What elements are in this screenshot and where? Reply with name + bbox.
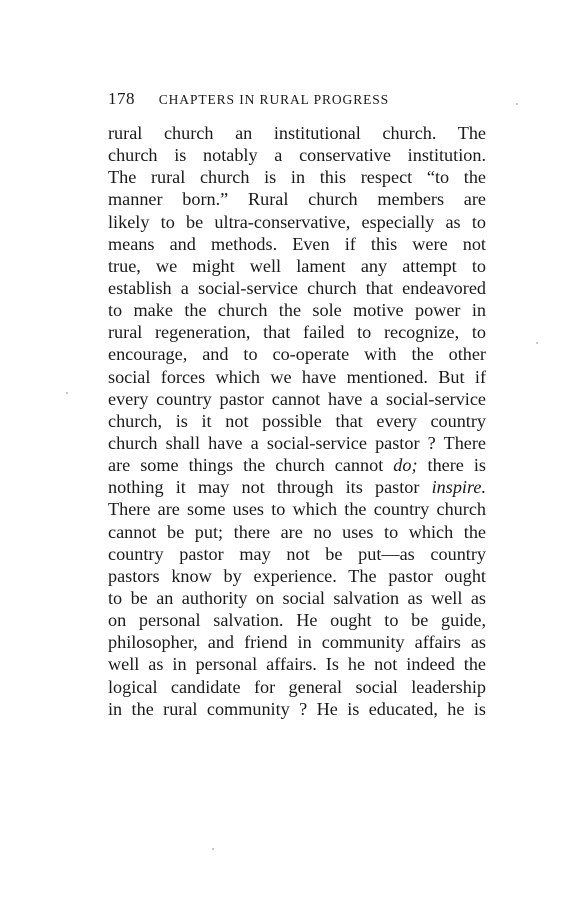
- body-text: [108, 122, 486, 720]
- text-segment: philosopher, and friend in community affairs as: [108, 632, 486, 653]
- text-segment: encourage, and to co-operate with the other: [108, 344, 486, 365]
- text-segment: establish a social-service church that endeavored: [108, 277, 486, 298]
- text-line: [108, 144, 486, 166]
- text-segment: social forces which we have mentioned. But if: [108, 366, 486, 387]
- text-segment: rural regeneration, that failed to recognize, to: [108, 322, 486, 343]
- text-line: [108, 388, 486, 410]
- text-line: [108, 122, 486, 144]
- text-line: [108, 211, 486, 233]
- text-segment: are some things the church cannot: [108, 455, 394, 476]
- text-line: [108, 432, 486, 454]
- text-line: [108, 277, 486, 299]
- text-segment: to make the church the sole motive power in: [108, 300, 486, 321]
- paper-speck: [516, 103, 518, 105]
- text-line: [108, 321, 486, 343]
- text-segment: there is: [417, 455, 486, 476]
- text-line: [108, 543, 486, 565]
- paper-speck: [536, 342, 538, 344]
- text-line: [108, 653, 486, 675]
- text-line: [108, 498, 486, 520]
- paper-speck: [66, 392, 68, 394]
- text-line: [108, 410, 486, 432]
- text-line: [108, 631, 486, 653]
- page-number: 178: [108, 89, 135, 108]
- text-segment: on personal salvation. He ought to be guide,: [108, 610, 486, 631]
- text-line: [108, 476, 486, 498]
- text-segment: well as in personal affairs. Is he not indeed the: [108, 654, 486, 675]
- text-segment: every country pastor cannot have a social-service: [108, 388, 486, 409]
- text-segment: pastors know by experience. The pastor ought: [108, 565, 486, 586]
- text-segment: likely to be ultra-conservative, especially as to: [108, 211, 486, 232]
- text-segment: church, is it not possible that every country: [108, 410, 486, 431]
- text-segment: church shall have a social-service pastor ? There: [108, 432, 486, 453]
- paper-speck: [212, 848, 214, 850]
- text-segment: means and methods. Even if this were not: [108, 233, 486, 254]
- text-segment: rural church an institutional church. The: [108, 123, 486, 143]
- running-title: CHAPTERS IN RURAL PROGRESS: [158, 92, 390, 107]
- text-line: [108, 565, 486, 587]
- running-head: [108, 88, 488, 110]
- text-segment: nothing it may not through its pastor: [108, 477, 432, 498]
- text-segment: to be an authority on social salvation as well as: [108, 587, 486, 608]
- text-line: [108, 188, 486, 210]
- text-line: [108, 454, 486, 476]
- text-line: [108, 233, 486, 255]
- text-segment: cannot be put; there are no uses to which the: [108, 521, 486, 542]
- text-line: [108, 521, 486, 543]
- italic-text: inspire.: [431, 477, 486, 498]
- italic-text: do;: [393, 455, 418, 476]
- text-line: [108, 343, 486, 365]
- text-line: [108, 166, 486, 188]
- text-segment: country pastor may not be put—as country: [108, 543, 486, 564]
- text-line: [108, 609, 486, 631]
- text-line: [108, 366, 486, 388]
- text-segment: true, we might well lament any attempt to: [108, 255, 486, 276]
- text-segment: church is notably a conservative institution.: [108, 145, 486, 166]
- text-segment: logical candidate for general social leadership: [108, 676, 486, 697]
- text-line: [108, 299, 486, 321]
- text-segment: manner born.” Rural church members are: [108, 189, 486, 210]
- text-line: [108, 698, 486, 720]
- text-segment: There are some uses to which the country church: [108, 499, 486, 520]
- text-segment: The rural church is in this respect “to the: [108, 167, 486, 188]
- text-line: [108, 676, 486, 698]
- text-segment: in the rural community ? He is educated, he is: [108, 698, 486, 719]
- text-line: [108, 255, 486, 277]
- text-line: [108, 587, 486, 609]
